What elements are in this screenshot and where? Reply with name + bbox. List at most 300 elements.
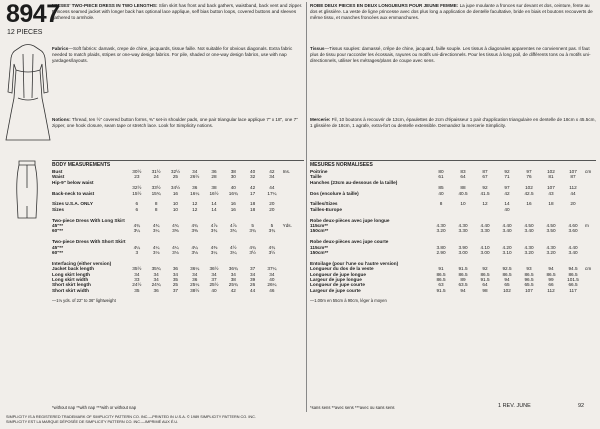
table-cell: 91.5 <box>480 277 490 283</box>
table-cell: 101.5 <box>567 277 579 283</box>
table-cell: 32 <box>250 174 256 180</box>
table-cell: 38 <box>211 185 217 191</box>
table-cell: 40 <box>250 169 256 174</box>
table-cell: 3.40 <box>502 228 512 234</box>
table-cell: 3.60 <box>568 228 578 234</box>
table-cell: 4¼ <box>133 244 141 250</box>
table-cell: 3.20 <box>524 250 534 256</box>
row-label: Longueur de jupe courte <box>310 282 365 288</box>
table-cell: 40 <box>504 206 510 212</box>
page-number: 92 <box>578 403 585 409</box>
table-cell: 3⅛ <box>191 250 198 256</box>
table-cell: 34½ <box>170 185 180 191</box>
table-cell: 3.10 <box>502 250 512 256</box>
table-cell: 3⅜ <box>191 228 198 234</box>
table-cell: 4⅜ <box>210 244 218 250</box>
table-cell: 35½ <box>132 266 142 272</box>
table-cell: 36 <box>211 169 217 174</box>
table-cell: 44 <box>570 190 576 196</box>
table-cell: 92.5 <box>502 266 512 272</box>
table-cell: 10 <box>172 201 179 207</box>
table-cell: 8 <box>439 201 443 207</box>
table-cell: 4.50 <box>524 223 534 229</box>
table-row <box>52 288 304 293</box>
table-cell: 2.90 <box>436 250 446 256</box>
table-cell: 61 <box>438 174 444 180</box>
row-label: 45"** <box>52 244 64 250</box>
table-cell: 4.50 <box>546 223 556 229</box>
table-cell: 35¾ <box>151 266 161 272</box>
table-cell: 17¼ <box>267 190 277 196</box>
table-cell: 117 <box>569 287 577 293</box>
column-divider <box>306 2 307 412</box>
unit-cell: cm <box>585 266 592 272</box>
fr-notions-title: Mercerie: <box>310 117 331 122</box>
table-cell: 4¼ <box>152 244 160 250</box>
table-cell: 4¼ <box>191 244 198 250</box>
table-cell: 67 <box>482 174 488 180</box>
table-cell: 3.40 <box>524 228 534 234</box>
table-cell: 43 <box>548 190 554 196</box>
table-cell: 46 <box>269 287 275 293</box>
table-cell: 32½ <box>132 185 142 191</box>
en-fabrics <box>52 46 304 76</box>
table-cell: 38 <box>230 277 236 283</box>
unit-cell: Ins. <box>282 169 291 174</box>
table-cell: 87 <box>482 169 488 174</box>
table-cell: 16¼ <box>190 190 200 196</box>
en-table-heading: BODY MEASUREMENTS <box>52 162 111 168</box>
table-cell: 3¼ <box>133 228 141 234</box>
table-cell: 112 <box>547 287 555 293</box>
en-fabrics-title: Fabrics <box>52 46 69 51</box>
table-cell: 66.5 <box>568 282 578 288</box>
row-label: 150cm** <box>310 228 329 234</box>
table-cell: 97 <box>526 169 532 174</box>
table-cell: 5 <box>270 223 274 229</box>
row-label: Jacket back length <box>52 266 94 272</box>
table-cell: 24½ <box>132 282 142 288</box>
table-cell: 4.30 <box>436 223 446 229</box>
table-cell: 4.20 <box>502 244 512 250</box>
table-cell: 65.5 <box>524 282 534 288</box>
row-label: Waist <box>52 174 65 180</box>
table-cell: 34 <box>211 271 217 277</box>
row-label: Short skirt length <box>52 282 91 288</box>
en-fabrics-body: —Soft fabrics: damask, crepe de chine, jacquards, tissue faille. Not suitable for obvious diagonals. Extra fabric needed to match plaids, stripes or one-way design fabrics. For pile, shaded or one-way design fabrics, use with nap yardages/layouts. <box>52 46 293 63</box>
table-cell: 42 <box>269 169 275 174</box>
en-interfacing-note: —1⅛ yds. of 22" to 36" lightweight <box>52 298 116 303</box>
row-label: Taille <box>310 174 322 180</box>
en-intro-title: MISSES' TWO-PIECE DRESS IN TWO LENGTHS: <box>52 3 158 8</box>
table-cell: 89 <box>460 277 466 283</box>
table-cell: 39 <box>250 277 256 283</box>
table-cell: 94 <box>504 277 510 283</box>
table-cell: 4¾ <box>133 223 141 229</box>
table-cell: 12 <box>482 201 488 207</box>
table-cell: 42.5 <box>524 190 534 196</box>
table-cell: 10 <box>460 201 466 207</box>
row-label: 60"** <box>52 228 64 234</box>
en-footnote: *without nap **with nap ***with or without nap <box>52 405 137 410</box>
table-cell: 36 <box>192 185 198 191</box>
table-cell: 65 <box>504 282 510 288</box>
table-cell: 18 <box>250 201 256 207</box>
table-cell: 3¾ <box>210 228 218 234</box>
table-cell: 4.60 <box>568 223 578 229</box>
table-cell: 25 <box>172 174 179 180</box>
table-cell: 40 <box>211 287 217 293</box>
row-label: 115cm** <box>310 223 328 229</box>
row-label: Robe deux-pièces avec jupe courte <box>310 239 389 245</box>
table-cell: 38 <box>230 169 236 174</box>
table-cell: 86.5 <box>546 271 556 277</box>
row-label: Bust <box>52 169 63 174</box>
table-cell: 44 <box>250 287 256 293</box>
table-cell: 33½ <box>151 185 161 191</box>
en-intro <box>52 3 304 47</box>
table-cell: 83 <box>460 169 466 174</box>
table-cell: 38½ <box>190 287 200 293</box>
row-label: Interfacing (either version) <box>52 260 112 266</box>
table-cell: 34 <box>269 174 275 180</box>
table-cell: 94.5 <box>568 266 578 272</box>
table-cell: 3.50 <box>546 228 556 234</box>
en-notions-title: Notions: <box>52 117 71 122</box>
table-cell: 4.40 <box>568 244 578 250</box>
table-cell: 86.5 <box>524 271 534 277</box>
table-cell: 31½ <box>151 169 161 174</box>
table-cell: 86.5 <box>502 271 512 277</box>
fr-table-heading: MESURES NORMALISEES <box>310 162 373 168</box>
row-label: Largeur de jupe courte <box>310 287 361 293</box>
table-cell: 34 <box>230 271 236 277</box>
table-cell: 107 <box>525 287 533 293</box>
table-cell: 14 <box>504 201 510 207</box>
table-cell: 4½ <box>230 244 237 250</box>
table-cell: 40 <box>230 185 236 191</box>
table-cell: 34 <box>250 271 256 277</box>
table-cell: 64 <box>460 174 466 180</box>
table-cell: 37¼ <box>267 266 277 272</box>
table-cell: 4¾ <box>152 223 160 229</box>
table-cell: 112 <box>569 185 577 191</box>
table-cell: 36½ <box>209 266 219 272</box>
table-cell: 40 <box>269 277 275 283</box>
skirt-back-sketch-icon <box>14 158 40 222</box>
fr-fabrics-title: Tissus <box>310 46 325 51</box>
fr-measurement-table <box>310 169 596 293</box>
table-cell: 12 <box>192 201 198 207</box>
table-cell: 3⅜ <box>172 228 179 234</box>
table-cell: 24¾ <box>151 282 161 288</box>
table-cell: 86.5 <box>458 271 468 277</box>
row-label: Hip-9" below waist <box>52 179 94 185</box>
table-cell: 6 <box>135 206 139 212</box>
row-label: Dos (encolure à taille) <box>310 190 359 196</box>
row-label: Entoilage (pour l'une ou l'autre version) <box>310 260 399 266</box>
table-cell: 26 <box>250 282 256 288</box>
jacket-back-sketch-icon <box>4 40 52 148</box>
row-label: 150cm** <box>310 250 329 256</box>
table-cell: 36¾ <box>228 266 238 272</box>
table-cell: 96.5 <box>524 277 534 283</box>
table-cell: 16½ <box>209 190 219 196</box>
table-cell: 33 <box>134 277 140 283</box>
unit-cell <box>584 288 596 293</box>
table-cell: 20 <box>269 206 275 212</box>
trademark-french: SIMPLICITY EST LA MARQUE DÉPOSÉE DE SIMPLICITY PATTERN CO. INC.—IMPRIMÉ AUX É.U. <box>6 420 179 424</box>
table-cell: 81 <box>548 174 554 180</box>
table-cell: 26¼ <box>267 282 277 288</box>
table-cell: 42 <box>230 287 236 293</box>
table-cell: 8 <box>154 201 158 207</box>
table-cell: 10 <box>172 206 179 212</box>
fr-fabrics <box>310 46 596 80</box>
table-cell: 28 <box>211 174 217 180</box>
en-measurement-table <box>52 169 304 293</box>
table-cell: 34 <box>269 271 275 277</box>
row-label: 115cm** <box>310 244 328 250</box>
table-cell: 3⅛ <box>152 250 160 256</box>
table-cell: 35 <box>172 277 179 283</box>
table-cell: 85 <box>438 185 444 191</box>
table-cell: 4¾ <box>268 244 276 250</box>
table-cell: 23 <box>134 174 140 180</box>
table-cell: 94 <box>548 266 554 272</box>
table-cell: 63.5 <box>458 282 468 288</box>
table-cell: 4⅞ <box>230 223 237 229</box>
table-cell: 34 <box>192 271 198 277</box>
table-cell: 3¼ <box>230 250 237 256</box>
table-cell: 3.30 <box>480 228 490 234</box>
row-label: Tailles-Europe <box>310 206 342 212</box>
table-cell: 25¼ <box>190 282 200 288</box>
unit-cell <box>282 288 304 293</box>
unit-cell: Yds. <box>282 223 292 229</box>
table-cell: 91.5 <box>436 287 446 293</box>
table-cell: 4.30 <box>546 244 556 250</box>
table-cell: 102 <box>547 169 555 174</box>
fr-intro-title: ROBE DEUX PIECES EN DEUX LONGUEURS POUR JEUNE FEMME: <box>310 3 459 8</box>
table-cell: 40.5 <box>458 190 468 196</box>
table-cell: 3 <box>135 250 139 256</box>
table-cell: 92 <box>482 185 488 191</box>
table-cell: 102 <box>525 185 533 191</box>
fr-entoilage-note: —1.00m en 55cm à 90cm, léger à moyen <box>310 298 387 303</box>
table-cell: 35 <box>134 287 140 293</box>
table-cell: 42 <box>250 185 256 191</box>
table-cell: 18 <box>548 201 554 207</box>
table-cell: 3¾ <box>230 228 237 234</box>
trademark-bar <box>0 413 600 429</box>
row-label: 45"** <box>52 223 64 229</box>
table-cell: 36¼ <box>190 266 200 272</box>
table-cell: 20 <box>570 201 576 207</box>
row-label: Largeur de jupe longue <box>310 277 362 283</box>
table-cell: 4.40 <box>480 223 490 229</box>
row-label: Two-piece Dress With Short Skirt <box>52 239 126 245</box>
table-cell: 25 <box>172 282 179 288</box>
row-label: Tailles/Sizes <box>310 201 338 207</box>
table-cell: 3¾ <box>249 228 256 234</box>
revision-note: 1 REV. JUNE <box>498 403 531 409</box>
row-label: Back-neck to waist <box>52 190 95 196</box>
table-cell: 3.80 <box>436 244 446 250</box>
table-cell: 6 <box>135 201 139 207</box>
table-cell: 64 <box>482 282 488 288</box>
table-cell: 4¾ <box>172 223 179 229</box>
table-cell: 26½ <box>190 174 200 180</box>
table-cell: 20 <box>269 201 275 207</box>
table-cell: 44 <box>269 185 275 191</box>
table-cell: 12 <box>192 206 198 212</box>
fr-notions <box>310 117 596 149</box>
table-cell: 24 <box>153 174 159 180</box>
table-cell: 16¾ <box>228 190 238 196</box>
table-cell: 3¾ <box>268 228 276 234</box>
fr-intro-body: La jupe moulante a fronces sur devant et dos, ceinture, fente au dos et glissière. La veste de ligne princesse avec dos plus long a application de dentelle facultative, bride en biais et boutons recouverts de même tissu, et manches froncées aux emmanchures. <box>310 3 593 20</box>
row-label: Longueur du dos de la veste <box>310 266 374 272</box>
trademark-english: SIMPLICITY IS A REGISTERED TRADEMARK OF SIMPLICITY PATTERN CO. INC.—PRINTED IN U.S.A. © 1989 SIMPLICITY PATTERN CO. INC. <box>6 415 256 419</box>
table-cell: 32½ <box>170 169 180 174</box>
table-cell: 14 <box>211 206 217 212</box>
table-cell: 107 <box>547 185 555 191</box>
table-cell: 4.10 <box>480 244 490 250</box>
table-cell: 76 <box>526 174 532 180</box>
table-cell: 34 <box>153 271 159 277</box>
table-cell: 34 <box>192 169 198 174</box>
table-cell: 3¼ <box>210 250 218 256</box>
row-label: Sizes <box>52 206 64 212</box>
table-cell: 25½ <box>209 282 219 288</box>
table-cell: 3.20 <box>436 228 446 234</box>
row-label: Sizes U.S.A. ONLY <box>52 201 93 207</box>
table-cell: 41.5 <box>480 190 490 196</box>
table-cell: 92 <box>482 266 488 272</box>
row-label: Long skirt width <box>52 277 89 283</box>
table-cell: 5 <box>251 223 254 229</box>
table-cell: 40 <box>438 190 444 196</box>
table-cell: 91 <box>438 266 444 272</box>
table-cell: 16 <box>172 190 179 196</box>
table-cell: 4¾ <box>191 223 198 229</box>
table-cell: 25¾ <box>228 282 238 288</box>
table-cell: 71 <box>504 174 510 180</box>
table-cell: 4⅞ <box>210 223 218 229</box>
table-cell: 92 <box>504 169 510 174</box>
table-cell: 42 <box>504 190 510 196</box>
table-cell: 16 <box>526 201 532 207</box>
table-cell: 86.5 <box>436 277 446 283</box>
table-cell: 16 <box>230 206 236 212</box>
table-cell: 34 <box>172 271 179 277</box>
table-cell: 3.00 <box>458 250 468 256</box>
table-cell: 4¼ <box>172 244 179 250</box>
table-cell: 36 <box>153 287 159 293</box>
table-cell: 30½ <box>132 169 142 174</box>
table-cell: 36 <box>192 277 198 283</box>
table-cell: 14 <box>211 201 217 207</box>
row-label: Poitrine <box>310 169 328 174</box>
table-cell: 66 <box>548 282 554 288</box>
row-label: Two-piece Dress With Long Skirt <box>52 217 125 223</box>
table-cell: 37 <box>172 287 179 293</box>
table-cell: 91.5 <box>458 266 468 272</box>
pieces-count: 12 PIECES <box>7 29 43 36</box>
table-cell: 93 <box>526 266 532 272</box>
en-table-top-rule <box>52 160 304 161</box>
table-cell: 3.20 <box>546 250 556 256</box>
table-cell: 4.30 <box>458 223 468 229</box>
pattern-number: 8947 <box>6 0 60 28</box>
table-cell: 34 <box>153 277 159 283</box>
en-intro-body: Slim skirt has front and back gathers, waistband, back vent and zipper. Princess seamed jacket with longer back has optional lace applique, self bias button loops, covered buttons and sleeves gathered to armhole. <box>52 3 303 20</box>
table-cell: 37 <box>250 266 256 272</box>
table-cell: 86.5 <box>480 271 490 277</box>
fr-intro <box>310 3 596 47</box>
fr-footnote: *sans sens **avec sens ***avec ou sans sens <box>310 405 395 410</box>
fr-table-top-rule <box>310 160 596 161</box>
row-label: Long skirt length <box>52 271 91 277</box>
table-cell: 37 <box>211 277 217 283</box>
table-cell: 3⅛ <box>172 250 179 256</box>
row-label: Short skirt width <box>52 287 89 293</box>
table-cell: 8 <box>154 206 158 212</box>
table-cell: 4.40 <box>502 223 512 229</box>
table-cell: 94 <box>460 287 466 293</box>
table-cell: 3.40 <box>568 250 578 256</box>
table-cell: 16 <box>230 201 236 207</box>
unit-cell: m <box>585 223 589 229</box>
table-cell: 80 <box>438 169 444 174</box>
table-cell: 4.30 <box>524 244 534 250</box>
row-label: Robe deux-pièces avec jupe longue <box>310 217 390 223</box>
table-cell: 86.5 <box>436 271 446 277</box>
table-cell: 15¾ <box>151 190 161 196</box>
table-cell: 3.30 <box>458 228 468 234</box>
fr-notions-body: Fil, 10 boutons à recouvrir de 13cm, épaulettes de 2cm d'épaisseur 1 pair d'application triangulaire en dentelle de 18cm x 45.5cm, 1 glissière de 18cm, 1 agrafe, extra-fort ou dentelle extensible. Demandez la mercerie Simplicity. <box>310 117 596 128</box>
en-notions-body: Thread, ten ½" covered button forms, ⅜" set-in shoulder pads, one pair triangular lace applique 7" x 18", one 7" zipper, one hook closure, seam tape or stretch lace. Look for Simplicity notions. <box>52 117 298 128</box>
row-label: Hanches (23cm au-dessous de la taille) <box>310 179 398 185</box>
row-label: 60"** <box>52 250 64 256</box>
table-cell: 87 <box>570 174 576 180</box>
table-cell: 17 <box>250 190 256 196</box>
table-cell: 36 <box>172 266 179 272</box>
table-cell: 98 <box>482 287 488 293</box>
table-cell: 97 <box>504 185 510 191</box>
en-notions <box>52 117 304 145</box>
table-cell: 3½ <box>249 250 256 256</box>
table-cell: 4¾ <box>249 244 256 250</box>
table-row <box>310 288 596 293</box>
table-cell: 86.5 <box>568 271 578 277</box>
row-label: Longueur de jupe longue <box>310 271 366 277</box>
table-cell: 34 <box>134 271 140 277</box>
unit-cell: cm <box>585 169 592 174</box>
table-cell: 18 <box>250 206 256 212</box>
table-cell: 99 <box>548 277 554 283</box>
fr-fabrics-body: —Tissus souples: damassé, crêpe de chine, jacquard, faille souple. Les tissus à diagonales apparentes ne conviennent pas. Il faut plus de tissu pour raccorder les écossais, rayures ou motifs uni-directionnels. Pour les tissus à long poil, de différents tons ou à motifs uni-directionnels, utiliser les métrages/plans de coupe avec sens. <box>310 46 591 63</box>
table-cell: 3.00 <box>480 250 490 256</box>
table-cell: 3½ <box>268 250 276 256</box>
table-cell: 3.90 <box>458 244 468 250</box>
table-cell: 107 <box>569 169 577 174</box>
table-cell: 30 <box>230 174 236 180</box>
table-cell: 3¼ <box>152 228 160 234</box>
table-cell: 102 <box>503 287 511 293</box>
table-cell: 88 <box>460 185 466 191</box>
